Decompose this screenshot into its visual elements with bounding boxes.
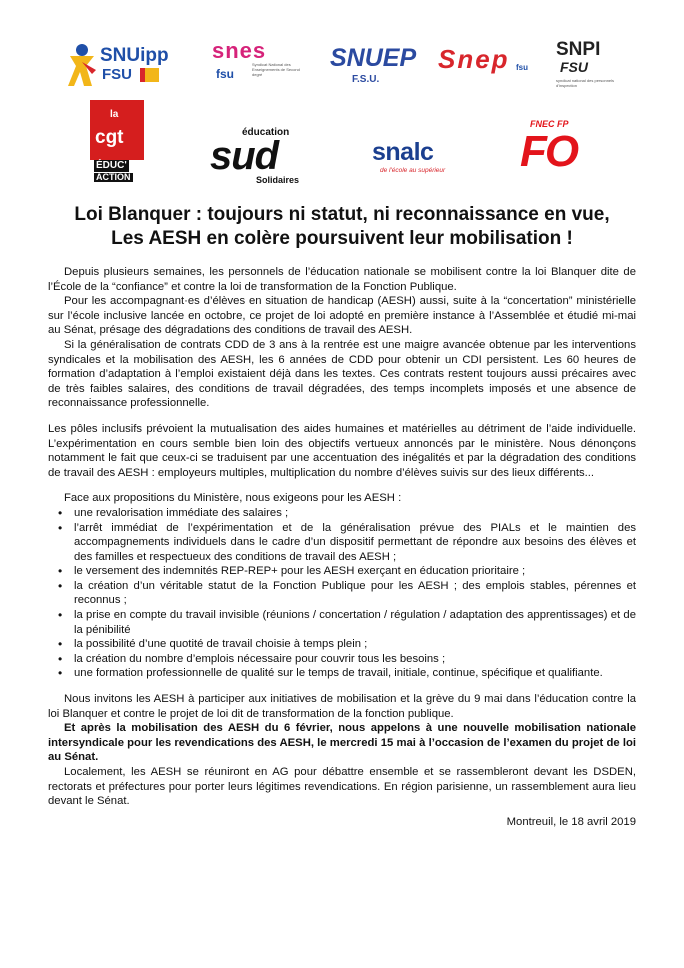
- title-line-2: Les AESH en colère poursuivent leur mobilisation !: [111, 228, 573, 249]
- list-item: • la création du nombre d’emplois nécessaire pour couvrir tous les besoins ;: [48, 652, 636, 667]
- fnec-fp-fo-logo: [520, 120, 580, 182]
- snpi-subtitle: syndicat national des personnels d'inspection: [556, 78, 615, 88]
- snalc-subtitle: de l'école au supérieur: [380, 167, 446, 174]
- document-title: [30, 203, 654, 251]
- fsu-color-block: [140, 68, 159, 82]
- snpi-fsu-text: FSU: [560, 59, 588, 75]
- sud-education-text: éducation: [242, 127, 290, 138]
- paragraph-local-actions: Localement, les AESH se réuniront en AG pour débattre ensemble et se rassembleront devant les DSDEN, rectorats et préfectures pour porter leurs légitimes revendications. En région parisienne, un rassemblement aura lieu devant le Sénat.: [48, 766, 636, 808]
- snep-text: Snep: [438, 44, 510, 74]
- paragraph-intro: Depuis plusieurs semaines, les personnels de l’éducation nationale se mobilisent contre la loi Blanquer dite de l’École de la “confiance” et contre la loi de transformation de la Fonction Publique.: [48, 266, 636, 293]
- snep-fsu-text: fsu: [516, 63, 528, 72]
- paragraph-aesh-concertation: Pour les accompagnant·es d’élèves en situation de handicap (AESH) aussi, suite à la “concertation” ministérielle sur l’école inclusive lancée en octobre, ce projet de loi adopté en première instance à l’Assemblée et étudié mi-mai au Sénat, présage des dégradations des conditions de travail des AESH.: [48, 295, 636, 337]
- snes-text: snes: [212, 38, 267, 63]
- snuipp-fsu-logo: [66, 40, 186, 90]
- fo-text: FO: [520, 127, 578, 176]
- sud-education-logo: [210, 128, 310, 186]
- cgt-action-text: ACTION: [96, 172, 131, 182]
- demands-list: [48, 506, 636, 681]
- paragraph-mobilisation-call: Et après la mobilisation des AESH du 6 février, nous appelons à une nouvelle mobilisation nationale intersyndicale pour les revendications des AESH, le mercredi 15 mai à l’occasion de l’examen du projet de loi au Sénat.: [48, 722, 636, 764]
- title-line-1: Loi Blanquer : toujours ni statut, ni reconnaissance en vue,: [74, 204, 610, 225]
- list-item: • la possibilité d’une quotité de travail choisie à temps plein ;: [48, 637, 636, 652]
- snuipp-figure-icon: [66, 42, 98, 88]
- sud-solidaires-text: Solidaires: [256, 175, 300, 185]
- snuipp-text: SNUipp: [100, 45, 169, 66]
- logo-banner: [0, 0, 684, 190]
- cgt-la-text: la: [110, 109, 119, 120]
- cgt-educaction-logo: [90, 100, 144, 184]
- list-item: • le versement des indemnités REP-REP+ pour les AESH exerçant en éducation prioritaire ;: [48, 564, 636, 579]
- snuipp-fsu-text: FSU: [102, 66, 132, 83]
- cgt-text: cgt: [95, 127, 124, 148]
- snes-fsu-text: fsu: [216, 67, 234, 81]
- snes-fsu-logo: [210, 38, 306, 92]
- sud-text: sud: [210, 134, 279, 178]
- snes-subtitle: Syndicat National des Enseignements de Second degré: [252, 62, 300, 77]
- paragraph-cdd-contracts: Si la généralisation de contrats CDD de 3 ans à la rentrée est une maigre avancée obtenue par les interventions syndicales et la mobilisation des AESH, les 6 années de CDD pour obtenir un CDI persistent. Les 60 heures de formation d’adaptation à l’emploi existaient déjà dans les textes. Ces contrats restent toujours aussi précaires avec de très faibles salaires, des conditions de travail dégradées, des temps incomplets imposés et une absence de reconnaissance professionnelle.: [48, 338, 636, 410]
- snalc-text: snalc: [372, 138, 434, 166]
- list-item: • une revalorisation immédiate des salaires ;: [48, 506, 636, 521]
- snuep-fsu-logo: [330, 44, 417, 90]
- signature: Montreuil, le 18 avril 2019: [506, 815, 636, 828]
- list-item: • l’arrêt immédiat de l’expérimentation et de la généralisation prévue des PIALs et le maintien des accompagnements individuels dans le cadre d’un dispositif permettant de répondre aux besoins des élèves et des familles et respectueux des conditions de travail des AESH ;: [48, 521, 636, 565]
- fnec-fp-text: FNEC FP: [530, 119, 569, 129]
- snuep-text: SNUEP: [330, 44, 417, 72]
- paragraph-poles-inclusifs: Les pôles inclusifs prévoient la mutualisation des aides humaines et matérielles au détriment de l’aide individuelle. L’expérimentation en cours semble bien loin des objectifs vertueux annoncés par le ministère. Nous dénonçons notamment le fait que ceux-ci se traduisent par une accentuation des inégalités et par la dégradation des conditions de travail des AESH : employeurs multiples, multiplication du nombre d’élèves suivis sur des lieux différents...: [48, 422, 636, 479]
- snuep-fsu-text: F.S.U.: [352, 74, 380, 85]
- snep-fsu-logo: [438, 46, 534, 86]
- document-body: [48, 265, 636, 829]
- snpi-fsu-logo: [556, 40, 626, 94]
- list-item: • la création d’un véritable statut de la Fonction Publique pour les AESH ; des emplois stables, pérennes et reconnus ;: [48, 579, 636, 608]
- cgt-educ-text: ÉDUC': [96, 160, 127, 171]
- paragraph-demands-intro: Face aux propositions du Ministère, nous exigeons pour les AESH :: [64, 492, 402, 505]
- list-item: • une formation professionnelle de qualité sur le temps de travail, initiale, continue, spécifique et qualifiante.: [48, 666, 636, 681]
- snpi-text: SNPI: [556, 39, 601, 60]
- paragraph-invitation: Nous invitons les AESH à participer aux initiatives de mobilisation et la grève du 9 mai dans l’éducation contre la loi Blanquer et contre le projet de loi dit de transformation de la fonction publique.: [48, 693, 636, 720]
- snalc-logo: [372, 140, 468, 182]
- list-item: • la prise en compte du travail invisible (réunions / concertation / régulation / adaptation des apprentissages) et de la pénibilité: [48, 608, 636, 637]
